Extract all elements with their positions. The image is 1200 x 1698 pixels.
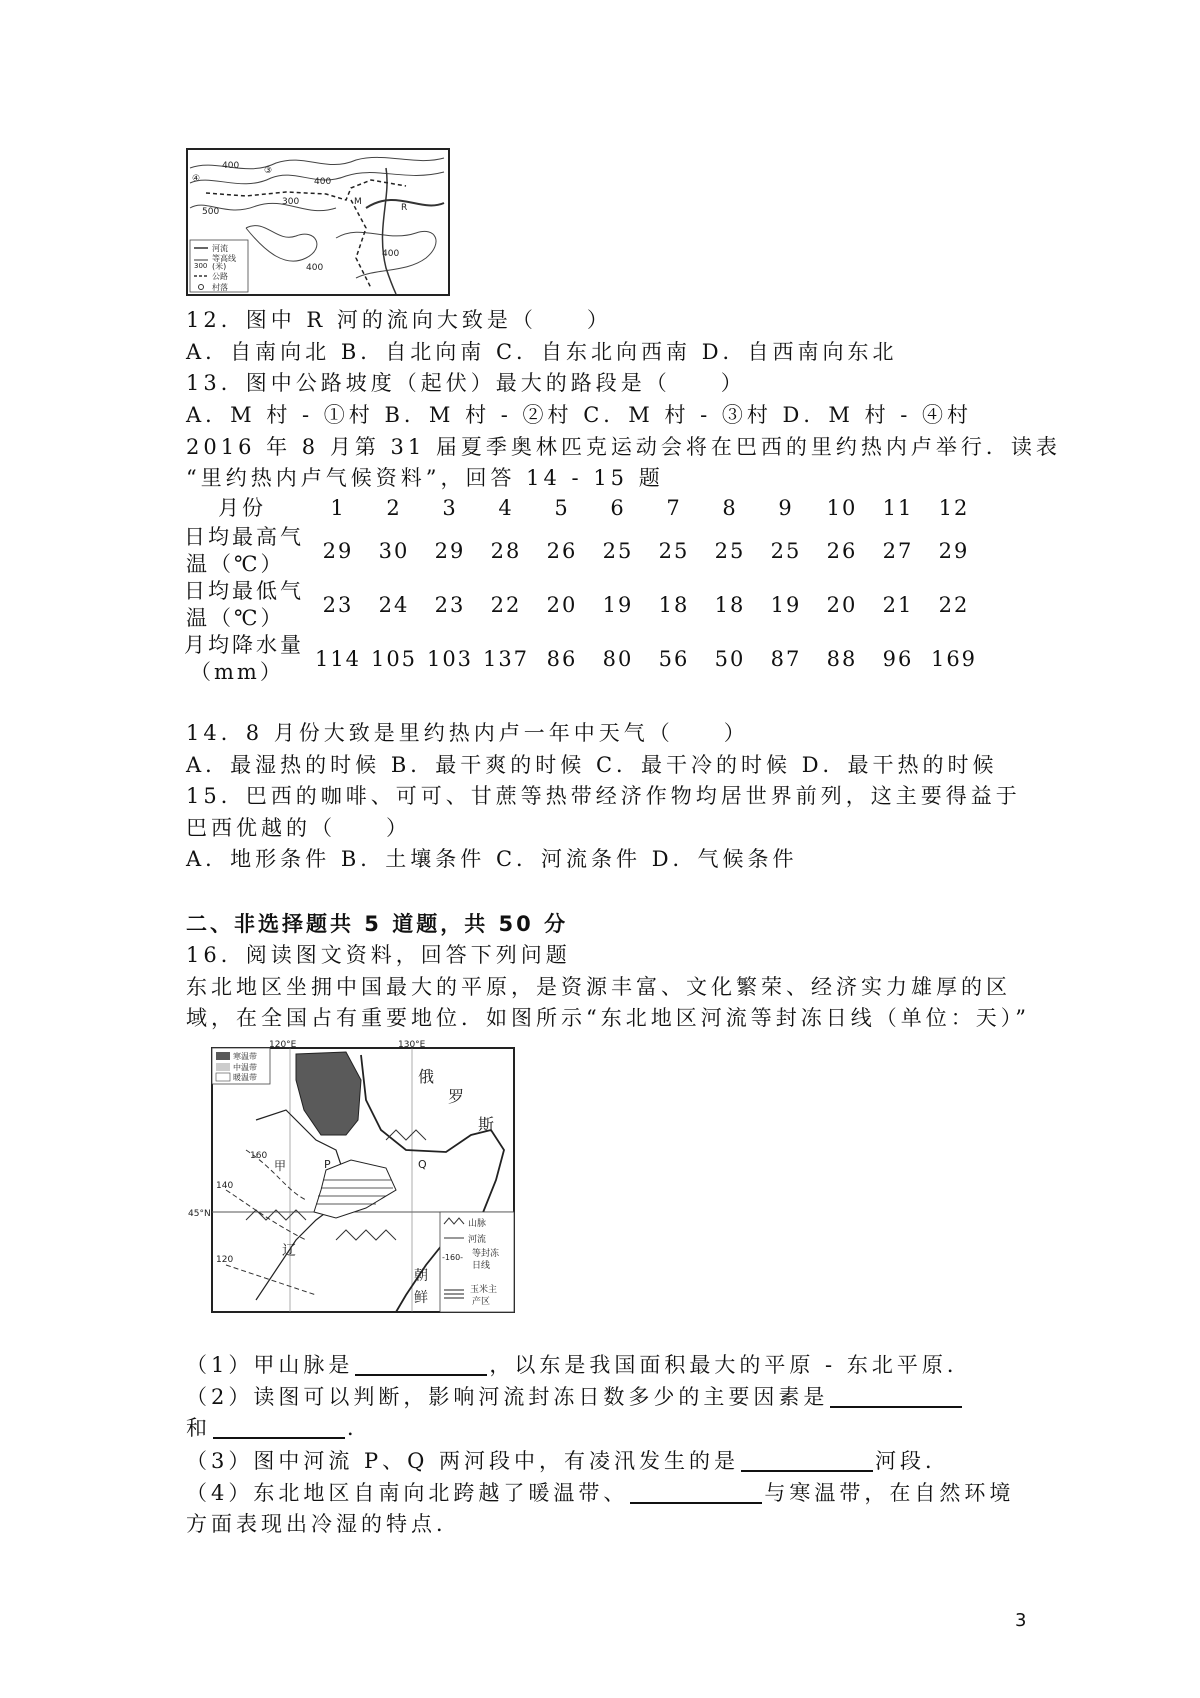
answer-blank[interactable] <box>630 1480 762 1504</box>
row-label-line: 月均降水量 <box>184 633 304 657</box>
q16-sub2 <box>186 1382 964 1412</box>
q16-sub2-text: （2）读图可以判断，影响河流封冻日数多少的主要因素是 <box>186 1385 829 1409</box>
map2-legend-item: 河流 <box>468 1235 487 1245</box>
table-header-cell: 5 <box>554 496 570 520</box>
row-label <box>184 524 310 578</box>
table-header-cell: 11 <box>882 496 914 520</box>
table-cell: 88 <box>826 647 858 671</box>
table-header-cell: 6 <box>610 496 626 520</box>
table-row <box>184 524 982 578</box>
q12-stem: 12．图中 R 河的流向大致是（ ） <box>186 308 612 332</box>
row-label-line: 温（℃） <box>186 606 285 630</box>
map1-legend-item: 河流 <box>212 244 228 253</box>
table-cell: 19 <box>770 593 802 617</box>
map2-lat-label: 45°N <box>188 1209 211 1219</box>
q16-paragraph-line-2: 域，在全国占有重要地位．如图所示“东北地区河流等封冻日线（单位：天）” <box>186 1006 1030 1030</box>
table-header-cell: 4 <box>498 496 514 520</box>
table-cell: 18 <box>714 593 746 617</box>
table-cell: 20 <box>826 593 858 617</box>
map2-isoline-label: 120 <box>216 1255 234 1265</box>
map1-label: ③ <box>264 166 273 176</box>
row-label-line: 日均最高气 <box>184 525 304 549</box>
table-cell: 29 <box>434 539 466 563</box>
q16-sub1 <box>186 1350 972 1380</box>
q15-stem-line-2: 巴西优越的（ ） <box>186 816 411 840</box>
map1-label: 400 <box>382 249 400 259</box>
q14-stem: 14．8 月份大致是里约热内卢一年中天气（ ） <box>186 721 749 745</box>
map2-zone-legend: 寒温带 <box>233 1052 257 1061</box>
table-cell: 25 <box>602 539 634 563</box>
table-cell: 26 <box>546 539 578 563</box>
row-label-line: 温（℃） <box>186 552 285 576</box>
table-row <box>184 578 982 632</box>
table-cell: 29 <box>322 539 354 563</box>
q16-sub2-text: 和 <box>186 1416 211 1440</box>
table-cell: 24 <box>378 593 410 617</box>
contour-map-figure <box>186 148 450 296</box>
table-cell: 27 <box>882 539 914 563</box>
map2-lon-label: 120°E <box>269 1040 297 1050</box>
intro-line-1: 2016 年 8 月第 31 届夏季奥林匹克运动会将在巴西的里约热内卢举行．读表 <box>186 435 1061 459</box>
table-cell: 96 <box>882 647 914 671</box>
table-header-cell: 12 <box>938 496 970 520</box>
table-cell: 23 <box>434 593 466 617</box>
table-cell: 114 <box>314 647 362 671</box>
table-cell: 28 <box>490 539 522 563</box>
map1-label: 300 <box>282 197 300 207</box>
q16-sub3-text: （3）图中河流 P、Q 两河段中，有凌汛发生的是 <box>186 1449 740 1473</box>
table-header-cell: 7 <box>666 496 682 520</box>
table-cell: 18 <box>658 593 690 617</box>
map2-isoline-label: 160 <box>250 1151 268 1161</box>
map1-legend-item: (米) <box>212 262 227 271</box>
table-cell: 19 <box>602 593 634 617</box>
table-cell: 22 <box>490 593 522 617</box>
table-cell: 103 <box>426 647 474 671</box>
q16-sub1-text: ，以东是我国面积最大的平原 - 东北平原． <box>489 1353 972 1377</box>
table-cell: 86 <box>546 647 578 671</box>
map1-legend-value: 300 <box>194 262 208 270</box>
contour-map <box>186 148 450 296</box>
table-header-cell: 9 <box>778 496 794 520</box>
map2-place-label: Q <box>418 1158 427 1171</box>
section-heading: 二、非选择题共 5 道题，共 50 分 <box>186 912 569 936</box>
map1-label: 400 <box>306 263 324 273</box>
q16-sub4-cont: 方面表现出冷湿的特点． <box>186 1512 461 1536</box>
table-cell: 80 <box>602 647 634 671</box>
q16-sub1-text: （1）甲山脉是 <box>186 1353 354 1377</box>
table-cell: 23 <box>322 593 354 617</box>
table-cell: 30 <box>378 539 410 563</box>
row-label <box>184 578 310 632</box>
map2-legend-item: 等封冻 <box>472 1249 500 1259</box>
q16-sub3 <box>186 1446 950 1476</box>
map2-place-label: 俄 <box>418 1067 435 1086</box>
answer-blank[interactable] <box>213 1415 345 1439</box>
answer-blank[interactable] <box>741 1448 873 1472</box>
q16-sub2-cont <box>186 1413 372 1443</box>
table-cell: 25 <box>714 539 746 563</box>
table-cell: 25 <box>770 539 802 563</box>
map2-place-label: 罗 <box>448 1087 465 1106</box>
table-cell: 22 <box>938 593 970 617</box>
page-number: 3 <box>1015 1610 1027 1631</box>
map2-place-label: 斯 <box>478 1115 495 1134</box>
map1-legend-item: 等高线 <box>212 254 236 263</box>
table-cell: 26 <box>826 539 858 563</box>
row-label-line: 日均最低气 <box>184 579 304 603</box>
map1-label: ④ <box>192 174 201 184</box>
table-cell: 56 <box>658 647 690 671</box>
table-cell: 20 <box>546 593 578 617</box>
map1-label: 400 <box>222 161 240 171</box>
table-cell: 87 <box>770 647 802 671</box>
q16-sub3-text: 河段． <box>875 1449 951 1473</box>
row-label <box>184 632 310 686</box>
table-header-cell: 1 <box>330 496 346 520</box>
q15-stem-line-1: 15．巴西的咖啡、可可、甘蔗等热带经济作物均居世界前列，这主要得益于 <box>186 784 1021 808</box>
answer-blank[interactable] <box>355 1352 487 1376</box>
map2-lon-label: 130°E <box>398 1040 426 1050</box>
map1-label: R <box>401 203 408 213</box>
q16-sub4-text: 与寒温带，在自然环境 <box>764 1481 1015 1505</box>
map2-isoline-label: 140 <box>216 1181 234 1191</box>
q16-stem: 16．阅读图文资料，回答下列问题 <box>186 943 571 967</box>
q13-options: A．M 村 - ①村 B．M 村 - ②村 C．M 村 - ③村 D．M 村 - ④村 <box>186 403 973 427</box>
northeast-map-figure <box>186 1040 519 1316</box>
answer-blank[interactable] <box>830 1384 962 1408</box>
table-header-cell: 月份 <box>218 495 266 520</box>
map1-legend-item: 公路 <box>212 272 228 281</box>
climate-table <box>184 492 982 686</box>
map2-legend-value: -160- <box>442 1253 464 1262</box>
map1-label: 400 <box>314 177 332 187</box>
map1-label: M <box>354 197 362 207</box>
map2-place-label: P <box>324 1158 331 1171</box>
map2-zone-legend: 暖温带 <box>233 1073 257 1082</box>
row-label-line: （mm） <box>190 660 284 684</box>
table-header-cell: 2 <box>386 496 402 520</box>
map2-legend-item: 玉米主 <box>470 1285 498 1295</box>
table-header-cell: 10 <box>826 496 858 520</box>
table-cell: 50 <box>714 647 746 671</box>
q14-options: A．最湿热的时候 B．最干爽的时候 C．最干冷的时候 D．最干热的时候 <box>186 753 998 777</box>
map1-label: 500 <box>202 207 220 217</box>
table-cell: 21 <box>882 593 914 617</box>
q16-paragraph-line-1: 东北地区坐拥中国最大的平原，是资源丰富、文化繁荣、经济实力雄厚的区 <box>186 975 1011 999</box>
table-cell: 29 <box>938 539 970 563</box>
table-header-cell: 8 <box>722 496 738 520</box>
q16-sub4 <box>186 1478 1014 1508</box>
map2-place-label: 甲 <box>274 1159 287 1173</box>
q13-stem: 13．图中公路坡度（起伏）最大的路段是（ ） <box>186 371 746 395</box>
northeast-map <box>186 1040 519 1316</box>
map2-place-label: 辽 <box>282 1243 296 1259</box>
table-cell: 137 <box>482 647 530 671</box>
map2-legend-item: 产区 <box>472 1297 491 1307</box>
table-cell: 105 <box>370 647 418 671</box>
map2-place-label: 朝 <box>414 1268 428 1284</box>
q16-sub2-text: ． <box>347 1416 372 1440</box>
map2-place-label: 鲜 <box>414 1290 428 1306</box>
map2-legend-item: 日线 <box>472 1261 491 1271</box>
table-header-cell: 3 <box>442 496 458 520</box>
map1-legend-item: 村落 <box>212 283 228 292</box>
table-row <box>184 632 982 686</box>
intro-line-2: “里约热内卢气候资料”，回答 14 - 15 题 <box>186 466 664 490</box>
q15-options: A．地形条件 B．土壤条件 C．河流条件 D．气候条件 <box>186 847 798 871</box>
map2-zone-legend: 中温带 <box>233 1063 257 1072</box>
table-cell: 169 <box>930 647 978 671</box>
q12-options: A．自南向北 B．自北向南 C．自东北向西南 D．自西南向东北 <box>186 340 898 364</box>
q16-sub4-text: （4）东北地区自南向北跨越了暖温带、 <box>186 1481 629 1505</box>
map2-legend-item: 山脉 <box>468 1219 487 1229</box>
table-row <box>184 492 982 524</box>
table-cell: 25 <box>658 539 690 563</box>
